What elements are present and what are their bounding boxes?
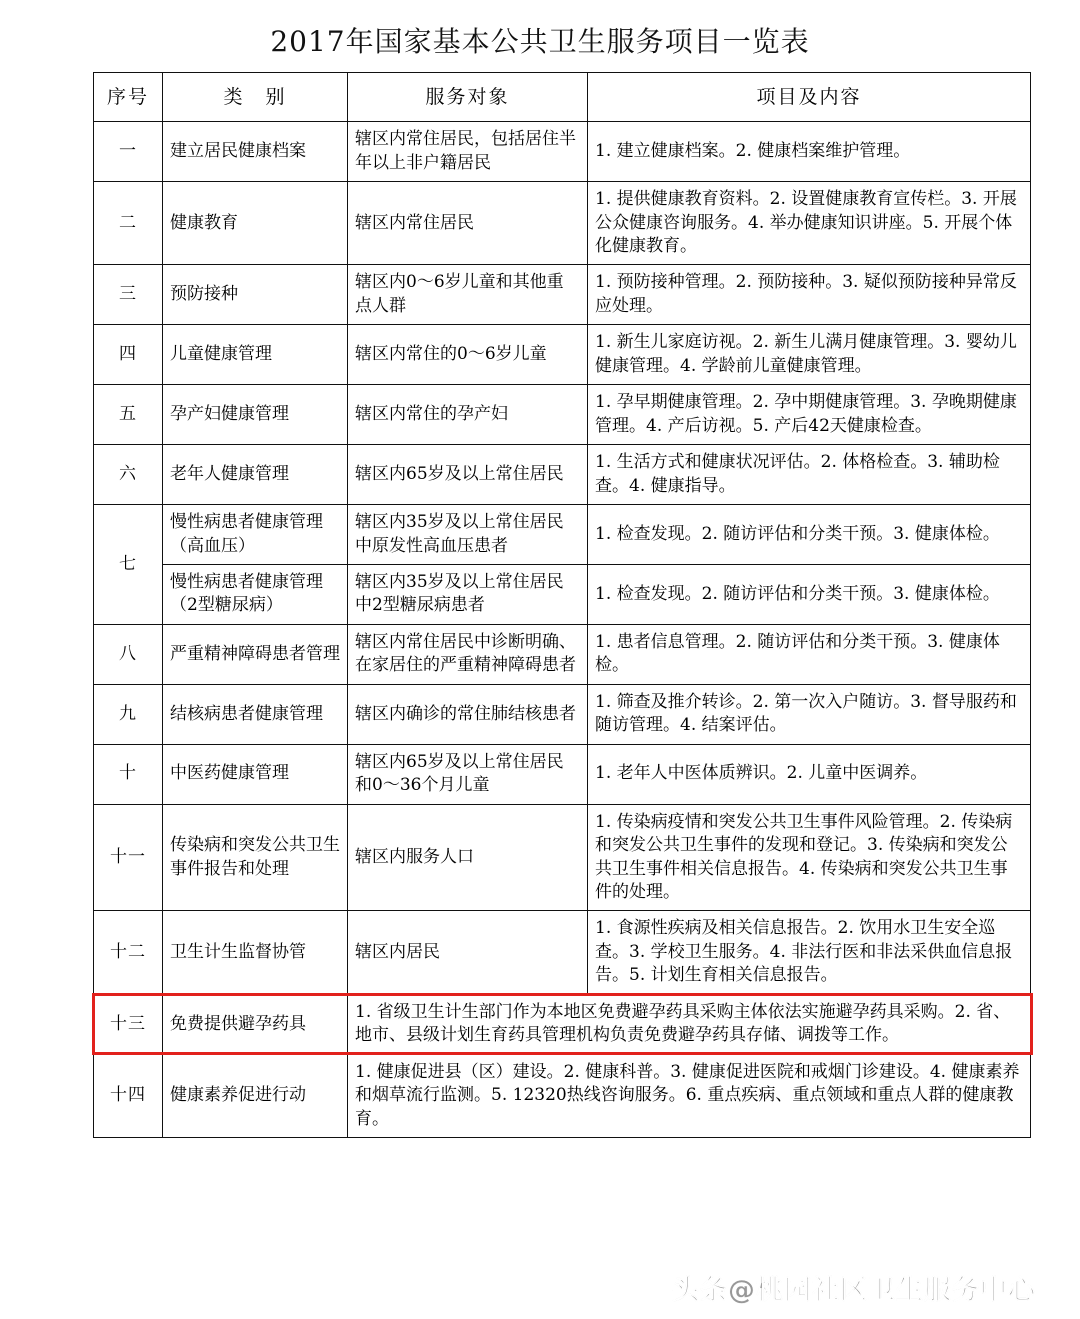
row-index: 五 (94, 385, 163, 445)
row-content: 1. 建立健康档案。2. 健康档案维护管理。 (588, 122, 1031, 182)
row-content: 1. 新生儿家庭访视。2. 新生儿满月健康管理。3. 婴幼儿健康管理。4. 学龄前儿童健康管理。 (588, 325, 1031, 385)
table-row (94, 744, 1031, 804)
row-category: 建立居民健康档案 (163, 122, 348, 182)
table-row (94, 804, 1031, 911)
row-target: 辖区内常住的孕产妇 (348, 385, 588, 445)
row-content: 1. 省级卫生计生部门作为本地区免费避孕药具采购主体依法实施避孕药具采购。2. 省、地市、县级计划生育药具管理机构负责免费避孕药具存储、调拨等工作。 (348, 994, 1031, 1054)
column-header-target: 服务对象 (348, 73, 588, 122)
row-target: 辖区内常住的0～6岁儿童 (348, 325, 588, 385)
table-row (94, 911, 1031, 994)
row-category: 严重精神障碍患者管理 (163, 624, 348, 684)
row-index: 十一 (94, 804, 163, 911)
row-content: 1. 传染病疫情和突发公共卫生事件风险管理。2. 传染病和突发公共卫生事件的发现和登记。3. 传染病和突发公共卫生事件相关信息报告。4. 传染病和突发公共卫生事件的处理。 (588, 804, 1031, 911)
row-index: 二 (94, 182, 163, 265)
row-index: 七 (94, 505, 163, 625)
row-target: 辖区内65岁及以上常住居民 (348, 445, 588, 505)
row-category: 慢性病患者健康管理（2型糖尿病） (163, 565, 348, 625)
row-content: 1. 健康促进县（区）建设。2. 健康科普。3. 健康促进医院和戒烟门诊建设。4. 健康素养和烟草流行监测。5. 12320热线咨询服务。6. 重点疾病、重点领域和重点人群的健康教育。 (348, 1054, 1031, 1137)
row-category: 中医药健康管理 (163, 744, 348, 804)
row-category: 免费提供避孕药具 (163, 994, 348, 1054)
table-header-row (94, 73, 1031, 122)
row-content: 1. 老年人中医体质辨识。2. 儿童中医调养。 (588, 744, 1031, 804)
table-row (94, 265, 1031, 325)
row-category: 卫生计生监督协管 (163, 911, 348, 994)
row-category: 健康素养促进行动 (163, 1054, 348, 1137)
row-target: 辖区内服务人口 (348, 804, 588, 911)
row-target: 辖区内居民 (348, 911, 588, 994)
row-index: 九 (94, 684, 163, 744)
row-category: 儿童健康管理 (163, 325, 348, 385)
row-target: 辖区内确诊的常住肺结核患者 (348, 684, 588, 744)
page-title: 2017年国家基本公共卫生服务项目一览表 (270, 25, 810, 58)
table-body (94, 122, 1031, 1138)
row-target: 辖区内35岁及以上常住居民中原发性高血压患者 (348, 505, 588, 565)
row-target: 辖区内0～6岁儿童和其他重点人群 (348, 265, 588, 325)
row-category: 预防接种 (163, 265, 348, 325)
table-row (94, 122, 1031, 182)
row-index: 八 (94, 624, 163, 684)
table-row-highlighted (94, 994, 1031, 1054)
watermark: 头条@桃园社区卫生服务中心 (672, 1275, 1036, 1306)
table-row (94, 182, 1031, 265)
table-row (94, 445, 1031, 505)
row-content: 1. 预防接种管理。2. 预防接种。3. 疑似预防接种异常反应处理。 (588, 265, 1031, 325)
row-content: 1. 患者信息管理。2. 随访评估和分类干预。3. 健康体检。 (588, 624, 1031, 684)
row-category: 传染病和突发公共卫生事件报告和处理 (163, 804, 348, 911)
table-row (94, 505, 1031, 565)
table-row (94, 385, 1031, 445)
row-index: 一 (94, 122, 163, 182)
row-target: 辖区内35岁及以上常住居民中2型糖尿病患者 (348, 565, 588, 625)
row-category: 孕产妇健康管理 (163, 385, 348, 445)
row-index: 十二 (94, 911, 163, 994)
column-header-category: 类 别 (163, 73, 348, 122)
row-index: 十三 (94, 994, 163, 1054)
row-target: 辖区内65岁及以上常住居民和0～36个月儿童 (348, 744, 588, 804)
row-category: 老年人健康管理 (163, 445, 348, 505)
table-row (94, 325, 1031, 385)
row-index: 十 (94, 744, 163, 804)
row-target: 辖区内常住居民 (348, 182, 588, 265)
row-index: 三 (94, 265, 163, 325)
row-index: 十四 (94, 1054, 163, 1137)
row-category: 健康教育 (163, 182, 348, 265)
table-row (94, 684, 1031, 744)
row-content: 1. 食源性疾病及相关信息报告。2. 饮用水卫生安全巡查。3. 学校卫生服务。4. 非法行医和非法采供血信息报告。5. 计划生育相关信息报告。 (588, 911, 1031, 994)
row-content: 1. 生活方式和健康状况评估。2. 体格检查。3. 辅助检查。4. 健康指导。 (588, 445, 1031, 505)
row-target: 辖区内常住居民，包括居住半年以上非户籍居民 (348, 122, 588, 182)
column-header-index: 序号 (94, 73, 163, 122)
table-row (94, 565, 1031, 625)
table-header (94, 73, 1031, 122)
services-table-container (93, 72, 1020, 1138)
row-content: 1. 孕早期健康管理。2. 孕中期健康管理。3. 孕晚期健康管理。4. 产后访视。5. 产后42天健康检查。 (588, 385, 1031, 445)
table-row (94, 1054, 1031, 1137)
row-content: 1. 检查发现。2. 随访评估和分类干预。3. 健康体检。 (588, 505, 1031, 565)
row-content: 1. 筛查及推介转诊。2. 第一次入户随访。3. 督导服药和随访管理。4. 结案评估。 (588, 684, 1031, 744)
row-category: 结核病患者健康管理 (163, 684, 348, 744)
row-target: 辖区内常住居民中诊断明确、在家居住的严重精神障碍患者 (348, 624, 588, 684)
row-category: 慢性病患者健康管理（高血压） (163, 505, 348, 565)
row-index: 四 (94, 325, 163, 385)
row-content: 1. 检查发现。2. 随访评估和分类干预。3. 健康体检。 (588, 565, 1031, 625)
services-table (93, 72, 1031, 1138)
table-row (94, 624, 1031, 684)
row-content: 1. 提供健康教育资料。2. 设置健康教育宣传栏。3. 开展公众健康咨询服务。4. 举办健康知识讲座。5. 开展个体化健康教育。 (588, 182, 1031, 265)
column-header-content: 项目及内容 (588, 73, 1031, 122)
row-index: 六 (94, 445, 163, 505)
